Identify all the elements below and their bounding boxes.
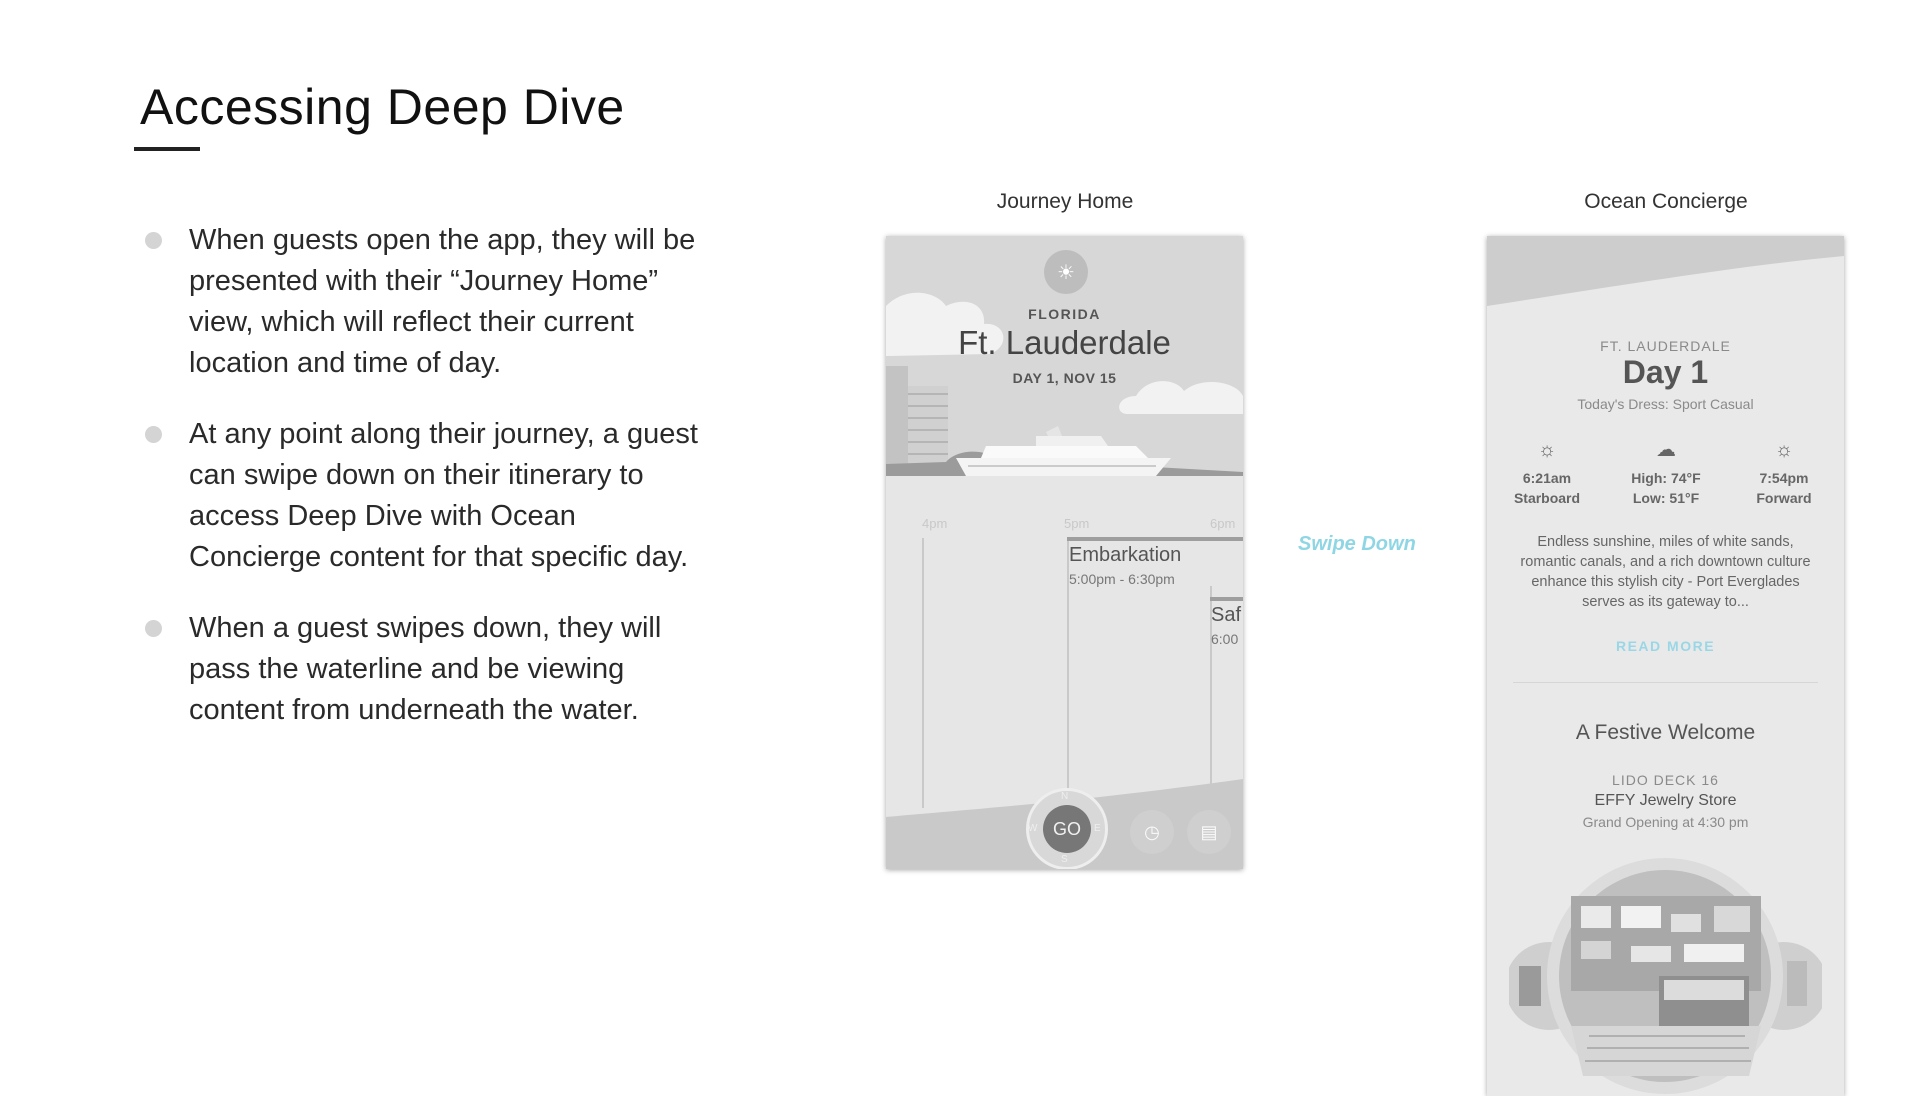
sunset-icon: ☼ <box>1774 439 1794 461</box>
compass-east: E <box>1094 823 1101 834</box>
event-time: 5:00pm - 6:30pm <box>1069 571 1175 587</box>
bullet-item <box>145 414 705 578</box>
event-title[interactable]: Saf <box>1211 604 1242 626</box>
port-description: Endless sunshine, miles of white sands, romantic canals, and a rich downtown culture enhance this stylish city - Port Everglades serves as its gateway to... <box>1520 534 1811 610</box>
sunrise-side: Starboard <box>1513 490 1581 506</box>
journey-home-screen <box>886 236 1243 869</box>
bullet-dot <box>145 426 162 443</box>
store-photo-carousel[interactable] <box>1509 856 1822 1096</box>
event-time: 6:00 <box>1211 631 1239 647</box>
sunrise-time: 6:21am <box>1522 470 1572 486</box>
itinerary-timeline[interactable] <box>886 516 1243 816</box>
time-tick: 6pm <box>1210 516 1236 531</box>
time-tick: 4pm <box>922 516 948 531</box>
read-more-link[interactable]: READ MORE <box>1615 638 1716 654</box>
sunset-info <box>1729 440 1839 508</box>
event-bar <box>1067 537 1243 541</box>
clock-icon[interactable]: ◷ <box>1130 810 1174 854</box>
location-city: Ft. Lauderdale <box>958 324 1171 361</box>
timeline-gridline <box>922 538 924 808</box>
bullet-text: At any point along their journey, a guest can swipe down on their itinerary to access Deep Dive with Ocean Concierge content for that specific day. <box>189 418 698 573</box>
bullet-list <box>145 220 705 761</box>
feature-note: Grand Opening at 4:30 pm <box>1582 814 1749 830</box>
temperature-info <box>1611 440 1721 508</box>
compass-north: N <box>1061 791 1069 802</box>
ocean-concierge-screen[interactable] <box>1487 236 1844 1096</box>
go-button[interactable]: GO <box>1043 805 1091 853</box>
compass-west: W <box>1028 823 1038 834</box>
journey-home-caption: Journey Home <box>996 190 1134 213</box>
title-underline <box>134 147 200 151</box>
feature-store: EFFY Jewelry Store <box>1594 792 1737 809</box>
day-date: DAY 1, NOV 15 <box>1012 370 1117 386</box>
bullet-dot <box>145 232 162 249</box>
feature-location: LIDO DECK 16 <box>1612 772 1719 788</box>
location-state: FLORIDA <box>1028 306 1101 322</box>
time-tick: 5pm <box>1064 516 1090 531</box>
feature-title: A Festive Welcome <box>1575 721 1756 744</box>
partly-cloudy-icon: ☁ <box>1656 439 1676 461</box>
waterline-wave <box>1487 236 1844 316</box>
dress-code: Today's Dress: Sport Casual <box>1577 396 1754 412</box>
section-divider <box>1513 682 1818 683</box>
sunrise-info <box>1492 440 1602 508</box>
temperature-high: High: 74°F <box>1631 470 1701 486</box>
temperature-low: Low: 51°F <box>1632 490 1700 506</box>
store-photo <box>1509 856 1822 1096</box>
ocean-concierge-caption: Ocean Concierge <box>1584 190 1748 213</box>
document-icon[interactable]: ▤ <box>1187 810 1231 854</box>
event-bar <box>1210 597 1243 601</box>
sunrise-icon: ☼ <box>1537 439 1557 461</box>
port-label: FT. LAUDERDALE <box>1600 338 1731 354</box>
bullet-item <box>145 220 705 384</box>
bullet-dot <box>145 620 162 637</box>
event-title[interactable]: Embarkation <box>1069 544 1182 566</box>
bullet-text: When guests open the app, they will be presented with their “Journey Home” view, which will reflect their current location and time of day. <box>189 224 696 379</box>
sunset-side: Forward <box>1756 490 1812 506</box>
day-title: Day 1 <box>1622 354 1709 390</box>
slide-title: Accessing Deep Dive <box>140 79 625 135</box>
weather-badge-icon: ☀ <box>1044 250 1088 294</box>
bullet-text: When a guest swipes down, they will pass the waterline and be viewing content from underneath the water. <box>189 612 662 726</box>
swipe-down-label: Swipe Down <box>1298 533 1416 555</box>
sunset-time: 7:54pm <box>1759 470 1809 486</box>
bullet-item <box>145 608 705 731</box>
compass-south: S <box>1061 854 1068 865</box>
